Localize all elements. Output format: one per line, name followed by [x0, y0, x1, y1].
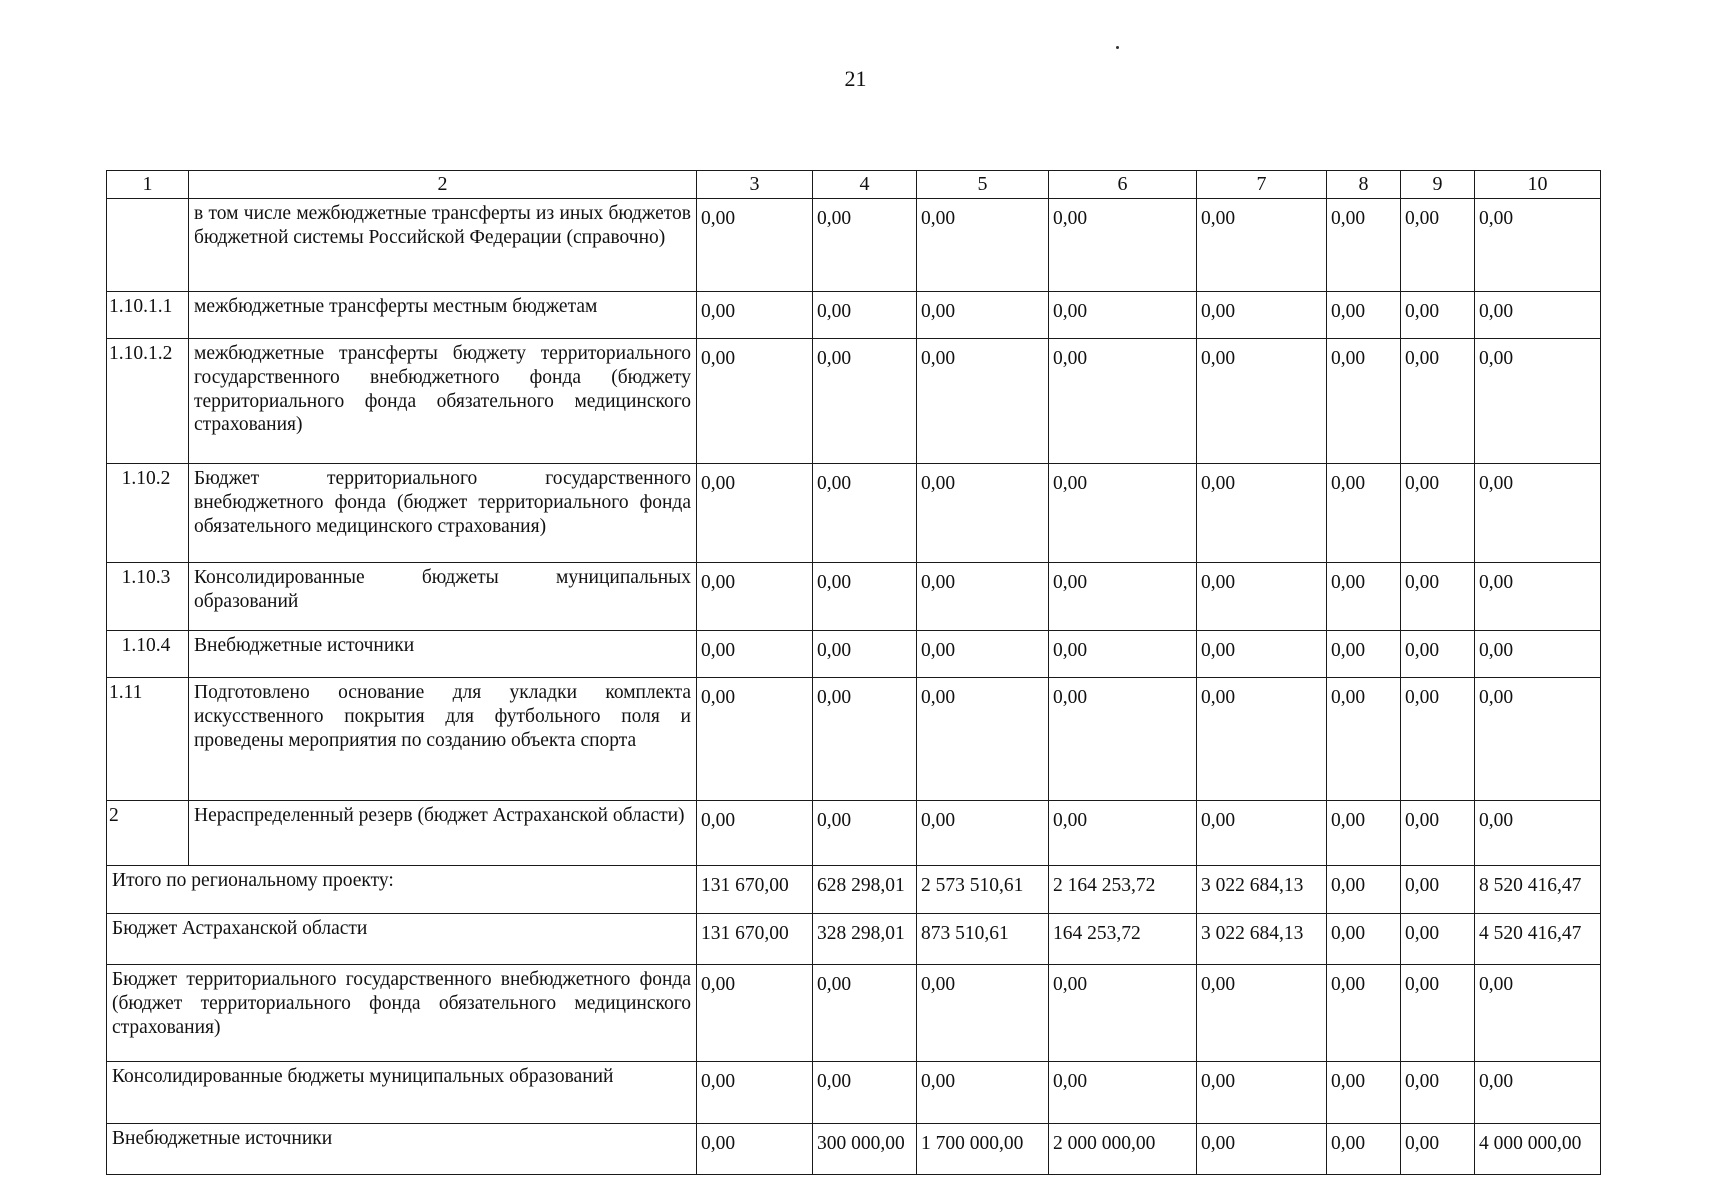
- cell-value: 0,00: [697, 631, 813, 678]
- cell-value: 0,00: [1327, 1062, 1401, 1124]
- cell-value: 0,00: [1327, 965, 1401, 1062]
- cell-value: 0,00: [1049, 801, 1197, 866]
- cell-value: 0,00: [1197, 563, 1327, 631]
- cell-value: 0,00: [917, 339, 1049, 464]
- total-row: [107, 1124, 1601, 1175]
- cell-value: 0,00: [813, 199, 917, 292]
- cell-value: 0,00: [1475, 678, 1601, 801]
- cell-value: 0,00: [1197, 965, 1327, 1062]
- cell-value: 131 670,00: [697, 866, 813, 914]
- cell-value: 2 573 510,61: [917, 866, 1049, 914]
- cell-value: 0,00: [1049, 563, 1197, 631]
- cell-value: 0,00: [697, 678, 813, 801]
- table-row: [107, 199, 1601, 292]
- cell-value: 0,00: [917, 292, 1049, 339]
- row-code: 1.10.2: [107, 464, 189, 563]
- cell-value: 0,00: [697, 1062, 813, 1124]
- total-label: Итого по региональному проекту:: [107, 866, 697, 914]
- cell-value: 0,00: [1327, 914, 1401, 965]
- cell-value: 0,00: [1049, 199, 1197, 292]
- row-code: 1.10.1.1: [107, 292, 189, 339]
- cell-value: 0,00: [1197, 1062, 1327, 1124]
- cell-value: 0,00: [1475, 801, 1601, 866]
- cell-value: 0,00: [1197, 292, 1327, 339]
- cell-value: 0,00: [1327, 1124, 1401, 1175]
- cell-value: 0,00: [813, 292, 917, 339]
- row-label: межбюджетные трансферты бюджету территориального государственного внебюджетного фонда (бюджету территориального фонда обязательного медицинского страхования): [189, 339, 697, 464]
- column-number: 2: [189, 171, 697, 199]
- cell-value: 0,00: [917, 563, 1049, 631]
- cell-value: 0,00: [697, 801, 813, 866]
- table-row: [107, 631, 1601, 678]
- cell-value: 0,00: [1401, 866, 1475, 914]
- cell-value: 0,00: [1401, 801, 1475, 866]
- row-label: Консолидированные бюджеты муниципальных образований: [189, 563, 697, 631]
- cell-value: 0,00: [1049, 464, 1197, 563]
- cell-value: 0,00: [1401, 292, 1475, 339]
- column-number: 9: [1401, 171, 1475, 199]
- cell-value: 3 022 684,13: [1197, 866, 1327, 914]
- cell-value: 0,00: [813, 464, 917, 563]
- cell-value: 0,00: [1327, 631, 1401, 678]
- cell-value: 0,00: [1401, 1062, 1475, 1124]
- cell-value: 300 000,00: [813, 1124, 917, 1175]
- cell-value: 0,00: [917, 801, 1049, 866]
- cell-value: 0,00: [1197, 1124, 1327, 1175]
- cell-value: 0,00: [1049, 965, 1197, 1062]
- table-row: [107, 801, 1601, 866]
- cell-value: 0,00: [1327, 199, 1401, 292]
- page-number: 21: [844, 66, 867, 91]
- cell-value: 0,00: [813, 339, 917, 464]
- cell-value: 628 298,01: [813, 866, 917, 914]
- row-label: межбюджетные трансферты местным бюджетам: [189, 292, 697, 339]
- cell-value: 0,00: [1197, 339, 1327, 464]
- cell-value: 0,00: [697, 339, 813, 464]
- cell-value: 0,00: [1327, 866, 1401, 914]
- cell-value: 0,00: [1475, 464, 1601, 563]
- column-number: 10: [1475, 171, 1601, 199]
- cell-value: 0,00: [1401, 339, 1475, 464]
- row-label: Нераспределенный резерв (бюджет Астраханской области): [189, 801, 697, 866]
- total-row: [107, 965, 1601, 1062]
- cell-value: 0,00: [1049, 292, 1197, 339]
- cell-value: 4 520 416,47: [1475, 914, 1601, 965]
- row-label: Внебюджетные источники: [189, 631, 697, 678]
- cell-value: 8 520 416,47: [1475, 866, 1601, 914]
- scan-speck: [1116, 46, 1119, 49]
- cell-value: 0,00: [917, 965, 1049, 1062]
- row-code: 1.10.4: [107, 631, 189, 678]
- cell-value: 0,00: [1475, 631, 1601, 678]
- cell-value: 0,00: [917, 199, 1049, 292]
- cell-value: 0,00: [1327, 563, 1401, 631]
- cell-value: 0,00: [1049, 678, 1197, 801]
- cell-value: 0,00: [813, 1062, 917, 1124]
- cell-value: 0,00: [1401, 563, 1475, 631]
- cell-value: 0,00: [1049, 339, 1197, 464]
- total-row: [107, 914, 1601, 965]
- cell-value: 0,00: [1197, 631, 1327, 678]
- cell-value: 2 000 000,00: [1049, 1124, 1197, 1175]
- column-number: 5: [917, 171, 1049, 199]
- cell-value: 0,00: [813, 965, 917, 1062]
- total-label: Бюджет Астраханской области: [107, 914, 697, 965]
- cell-value: 0,00: [1049, 631, 1197, 678]
- column-number: 8: [1327, 171, 1401, 199]
- cell-value: 0,00: [1197, 678, 1327, 801]
- cell-value: 873 510,61: [917, 914, 1049, 965]
- row-label: Подготовлено основание для укладки комплекта искусственного покрытия для футбольного поля и проведены мероприятия по созданию объекта спорта: [189, 678, 697, 801]
- cell-value: 0,00: [917, 1062, 1049, 1124]
- total-row: [107, 866, 1601, 914]
- table-row: [107, 292, 1601, 339]
- cell-value: 164 253,72: [1049, 914, 1197, 965]
- column-number-row: [107, 171, 1601, 199]
- cell-value: 0,00: [1401, 464, 1475, 563]
- cell-value: 0,00: [1475, 1062, 1601, 1124]
- cell-value: 0,00: [917, 464, 1049, 563]
- cell-value: 0,00: [1197, 464, 1327, 563]
- row-code: 2: [107, 801, 189, 866]
- cell-value: 3 022 684,13: [1197, 914, 1327, 965]
- cell-value: 0,00: [1401, 631, 1475, 678]
- cell-value: 0,00: [1327, 678, 1401, 801]
- row-label: в том числе межбюджетные трансферты из иных бюджетов бюджетной системы Российской Федерации (справочно): [189, 199, 697, 292]
- cell-value: 0,00: [697, 464, 813, 563]
- cell-value: 0,00: [1475, 292, 1601, 339]
- cell-value: 0,00: [697, 199, 813, 292]
- cell-value: 0,00: [1197, 801, 1327, 866]
- cell-value: 0,00: [813, 801, 917, 866]
- cell-value: 0,00: [697, 965, 813, 1062]
- row-code: 1.10.1.2: [107, 339, 189, 464]
- cell-value: 0,00: [1401, 678, 1475, 801]
- column-number: 6: [1049, 171, 1197, 199]
- cell-value: 0,00: [1401, 914, 1475, 965]
- cell-value: 0,00: [1475, 199, 1601, 292]
- cell-value: 0,00: [1401, 965, 1475, 1062]
- cell-value: 0,00: [1401, 199, 1475, 292]
- column-number: 4: [813, 171, 917, 199]
- total-label: Внебюджетные источники: [107, 1124, 697, 1175]
- column-number: 7: [1197, 171, 1327, 199]
- cell-value: 0,00: [697, 563, 813, 631]
- row-code: 1.10.3: [107, 563, 189, 631]
- cell-value: 0,00: [813, 631, 917, 678]
- total-label: Бюджет территориального государственного внебюджетного фонда (бюджет территориального фонда обязательного медицинского страхования): [107, 965, 697, 1062]
- cell-value: 0,00: [1475, 339, 1601, 464]
- cell-value: 0,00: [1049, 1062, 1197, 1124]
- budget-table: [106, 170, 1601, 1175]
- total-label: Консолидированные бюджеты муниципальных образований: [107, 1062, 697, 1124]
- cell-value: 0,00: [1327, 464, 1401, 563]
- cell-value: 0,00: [697, 292, 813, 339]
- row-label: Бюджет территориального государственного внебюджетного фонда (бюджет территориального фонда обязательного медицинского страхования): [189, 464, 697, 563]
- table-row: [107, 678, 1601, 801]
- row-code: 1.11: [107, 678, 189, 801]
- cell-value: 0,00: [813, 678, 917, 801]
- cell-value: 0,00: [697, 1124, 813, 1175]
- cell-value: 328 298,01: [813, 914, 917, 965]
- cell-value: 0,00: [1327, 801, 1401, 866]
- row-code: [107, 199, 189, 292]
- table-row: [107, 563, 1601, 631]
- column-number: 1: [107, 171, 189, 199]
- total-row: [107, 1062, 1601, 1124]
- cell-value: 1 700 000,00: [917, 1124, 1049, 1175]
- cell-value: 2 164 253,72: [1049, 866, 1197, 914]
- cell-value: 0,00: [1197, 199, 1327, 292]
- cell-value: 0,00: [1475, 563, 1601, 631]
- cell-value: 0,00: [1327, 292, 1401, 339]
- cell-value: 0,00: [917, 631, 1049, 678]
- cell-value: 0,00: [917, 678, 1049, 801]
- cell-value: 0,00: [813, 563, 917, 631]
- cell-value: 0,00: [1475, 965, 1601, 1062]
- table-row: [107, 339, 1601, 464]
- table-row: [107, 464, 1601, 563]
- cell-value: 0,00: [1401, 1124, 1475, 1175]
- cell-value: 0,00: [1327, 339, 1401, 464]
- cell-value: 4 000 000,00: [1475, 1124, 1601, 1175]
- cell-value: 131 670,00: [697, 914, 813, 965]
- column-number: 3: [697, 171, 813, 199]
